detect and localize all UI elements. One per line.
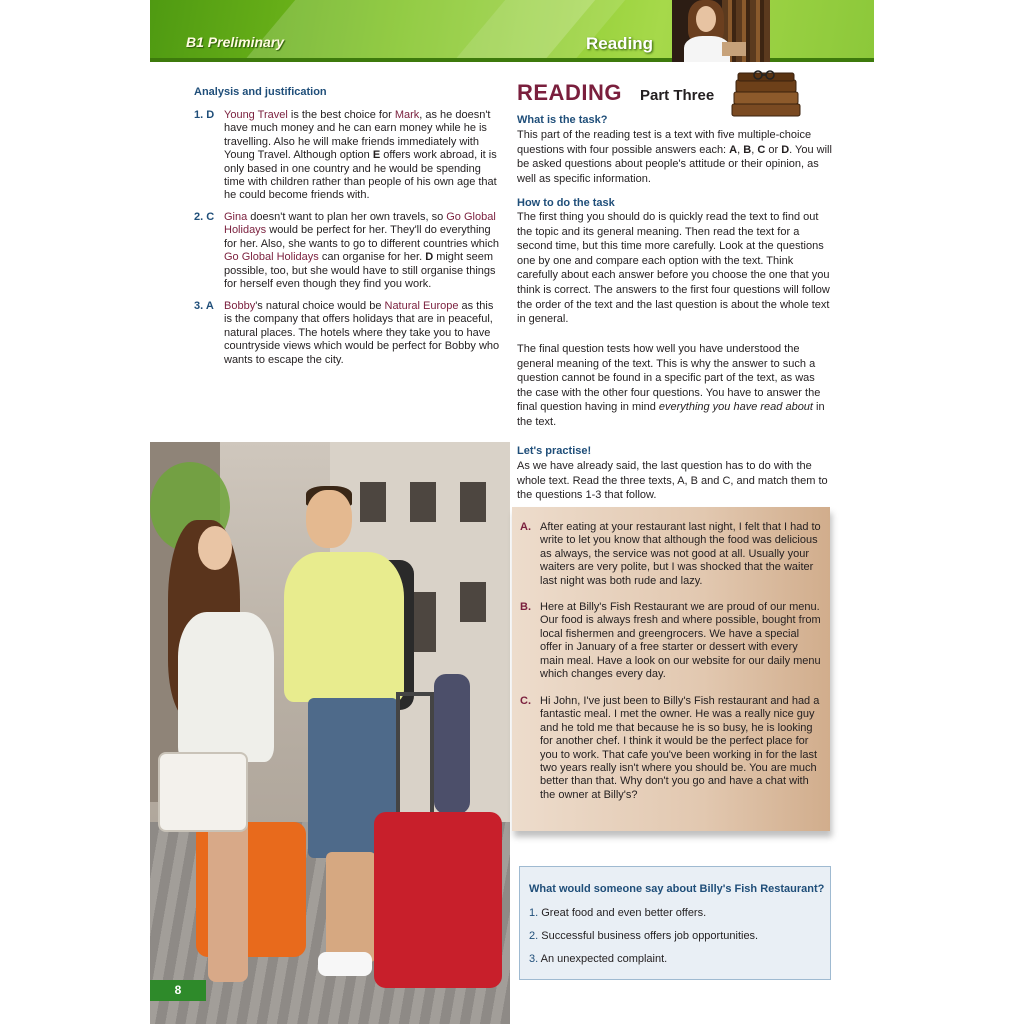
question-option: 1. Great food and even better offers. xyxy=(529,907,707,919)
page-header xyxy=(150,0,874,62)
travellers-photo xyxy=(150,442,510,1024)
answer-number: 3. A xyxy=(194,300,214,312)
question-box xyxy=(519,866,831,980)
question-option: 3. An unexpected complaint. xyxy=(529,953,668,965)
answer-text: Bobby's natural choice would be Natural Europe as this is the company that offers holidays that are in peaceful, natural places. The hotels where they take you to have countryside views which would be perfect for Bobby who wants to escape the city. xyxy=(224,300,500,366)
answer-text: Young Travel is the best choice for Mark, as he doesn't have much money and he can earn money while he is travelling. Also he will make friends immediately with Young Travel. Although option E offers work abroad, it is only based in one country and he would be spending time with children rather than people of his own age that he could become friends with. xyxy=(224,109,497,202)
task-text: This part of the reading test is a text with five multiple-choice questions with four possible answers each: A, B, C or D. You will be asked questions about people's attitude or their opinion, as well as specific information. xyxy=(517,129,832,185)
practise-heading: Let's practise! xyxy=(517,445,592,457)
book-page xyxy=(150,0,874,1024)
part-title: Part Three xyxy=(640,87,715,104)
book-title: B1 Preliminary xyxy=(186,34,285,50)
answer-number: 1. D xyxy=(194,109,215,121)
text-body: Hi John, I've just been to Billy's Fish restaurant and had a fantastic meal. I met the owner. He was a really nice guy and he told me that because he is so busy, he is looking for another chef. I think it would be the perfect place for you to work. That cafe you've been working in for the last two years really isn't where you should be. You are much better than that. Why don't you go and have a chat with the owner at Billy's? xyxy=(540,695,820,801)
answer-number: 2. C xyxy=(194,211,215,223)
reading-texts-box xyxy=(512,507,830,831)
practise-text: As we have already said, the last question has to do with the whole text. Read the three texts, A, B and C, and match them to the questions 1-3 that follow. xyxy=(517,460,828,502)
section-title: Reading xyxy=(586,34,654,53)
text-letter: B. xyxy=(520,601,531,613)
final-question-text: The final question tests how well you have understood the general meaning of the text. This is why the answer to such a question cannot be found in a specific part of the text, as was the case with the other four questions. You have to answer the final question having in mind everything you have read about in the text. xyxy=(517,343,825,428)
analysis-heading: Analysis and justification xyxy=(194,86,327,98)
page-number: 8 xyxy=(150,980,206,1001)
text-letter: A. xyxy=(520,521,531,533)
question-option: 2. Successful business offers job opportunities. xyxy=(529,930,759,942)
how-heading: How to do the task xyxy=(517,197,615,209)
header-photo-woman-reading xyxy=(672,0,770,62)
books-stack-icon xyxy=(728,70,804,120)
text-letter: C. xyxy=(520,695,531,707)
how-text: The first thing you should do is quickly read the text to find out the topic and its general meaning. Then read the text for a second time, but this time more carefully. Look at the questions one by one and compare each option with the text. Think carefully about each answer before you choose the one that you think is correct. The answers to the first four questions will follow the order of the text and the last question is about the whole text in general. xyxy=(517,211,830,326)
text-body: After eating at your restaurant last night, I felt that I had to write to let you know that although the food was delicious as always, the service was not good at all. Usually your waiters are very polite, but I was shocked that the waiter last night was both rude and lazy. xyxy=(540,521,821,587)
question-title: What would someone say about Billy's Fish Restaurant? xyxy=(529,883,825,895)
task-heading: What is the task? xyxy=(517,114,608,126)
answer-text: Gina doesn't want to plan her own travels, so Go Global Holidays would be perfect for her. They'll do everything for her. Also, she wants to go to different countries which Go Global Holidays can organise for her. D might seem possible, too, but she would have to still organise things for herself even though they find you work. xyxy=(224,211,499,291)
text-body: Here at Billy's Fish Restaurant we are proud of our menu. Our food is always fresh and where possible, bought from local fishermen and greengrocers. We have a special offer in January of a free starter or dessert with every main meal. Have a look on our website for our daily menu which changes every day. xyxy=(540,601,821,681)
reading-title: READING xyxy=(517,80,622,105)
